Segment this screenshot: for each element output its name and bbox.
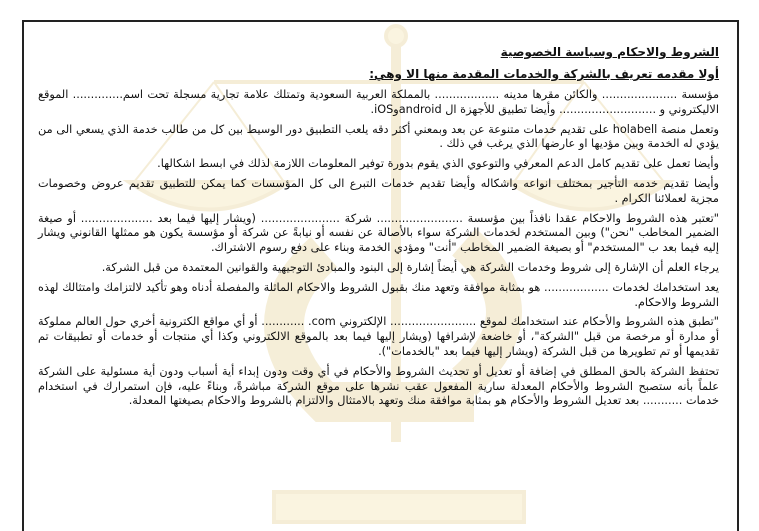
paragraph: وأيضا تقديم خدمه التأجير بمختلف انواعه واشكاله وأيضا تقديم خدمات التبرع الى كل المؤسسات كما يمكن للتطبيق تقديم عروض وخصومات مجزية لعملائنا الكرام . (38, 176, 719, 205)
paragraph: وتعمل منصة holabell على تقديم خدمات متنوعة عن بعد وبمعني أكثر دقه يلعب التطبيق دور الوسيط بين كل من طالب خدمة الذي يسعي الى من يؤدي له الخدمة وبين مؤديها او عارضها الذي يرغب في ذلك . (38, 122, 719, 151)
paragraph: يرجاء العلم أن الإشارة إلى شروط وخدمات الشركة هي أيضاً إشارة إلى البنود والمبادئ التوجيهية والقوانين المعتمدة من قبل الشركة. (101, 260, 719, 274)
document-subtitle: أولا مقدمه تعريف بالشركة والخدمات المقدمة منها الا وهي: (369, 67, 719, 81)
paragraph: وأيضا تعمل على تقديم كامل الدعم المعرفي والتوعوي الذي يقوم بدورة توفير المعلومات اللازمة لذلك في ابسط اشكالها. (157, 157, 719, 171)
paragraph: مؤسسة ..................... والكائن مقرها مدينه .................. بالمملكة العربية السعودية وتمتلك علامة تجارية مسجلة تحت اسم.............. الموقع الاليكتروني و ........................... وأيضا تطبيق للأجهزة ال androidوiOS. (38, 88, 719, 116)
document-content (38, 42, 719, 414)
paragraph: "تعتبر هذه الشروط والاحكام عقدا نافذاً بين مؤسسة ........................ شركة ...................... (ويشار إليها فيما بعد .................... أو صيغة الضمير المخاطب "نحن") وبين المستخدم لخدمات الشركة سواء بالأصالة عن نفسه أو نيابةً عن شركة أو مؤسسة يكون هو ممثلها القانوني ويشار إليه فيما بعد ب "المستخدم" أو بصيغة الضمير المخاطب "أنت" ومؤدي الخدمة وبناء على دفع رسوم الاشتراك. (38, 211, 719, 255)
paragraph: "تطبق هذه الشروط والأحكام عند استخدامك لموقع ........................ الإلكتروني com. ............ أو أي مواقع الكترونية أخري حول العالم مملوكة أو مدارة أو مرخصة من قبل "الشركة"، أو خاضعة لإشرافها (ويشار إليها فيما بعد بالموقع الالكتروني وكذا أي منتجات أو خدمات أو تطبيقات تم تقديمها أو تم تطويرها من قبل الشركة (ويشار إليها فيما بعد "بالخدمات"). (38, 315, 719, 358)
document-title: الشروط والاحكام وسياسة الخصوصية (500, 45, 719, 59)
paragraph: يعد استخدامك لخدمات .................. هو بمثابة موافقة وتعهد منك بقبول الشروط والاحكام الماثلة والمفصلة أدناه وهو تأكيد لالتزامك وامتثالك لهذه الشروط والاحكام. (38, 280, 719, 309)
paragraph: تحتفظ الشركة بالحق المطلق في إضافة أو تعديل أو تحديث الشروط والأحكام في أي وقت ودون إبداء أية أسباب ودون أية مسئولية على الشركة علماً بأنه ستصبح الشروط والأحكام المعدلة سارية المفعول عقب نشرها على موقع الشركة مباشرةً، وبناءً عليه، فإن استمرارك في استخدام خدمات ........... بعد تعديل الشروط والأحكام هو بمثابة موافقة منك وتعهد بالامتثال والالتزام بالشروط والاحكام بصيغتها المعدلة. (38, 364, 719, 408)
document-page (22, 20, 739, 531)
